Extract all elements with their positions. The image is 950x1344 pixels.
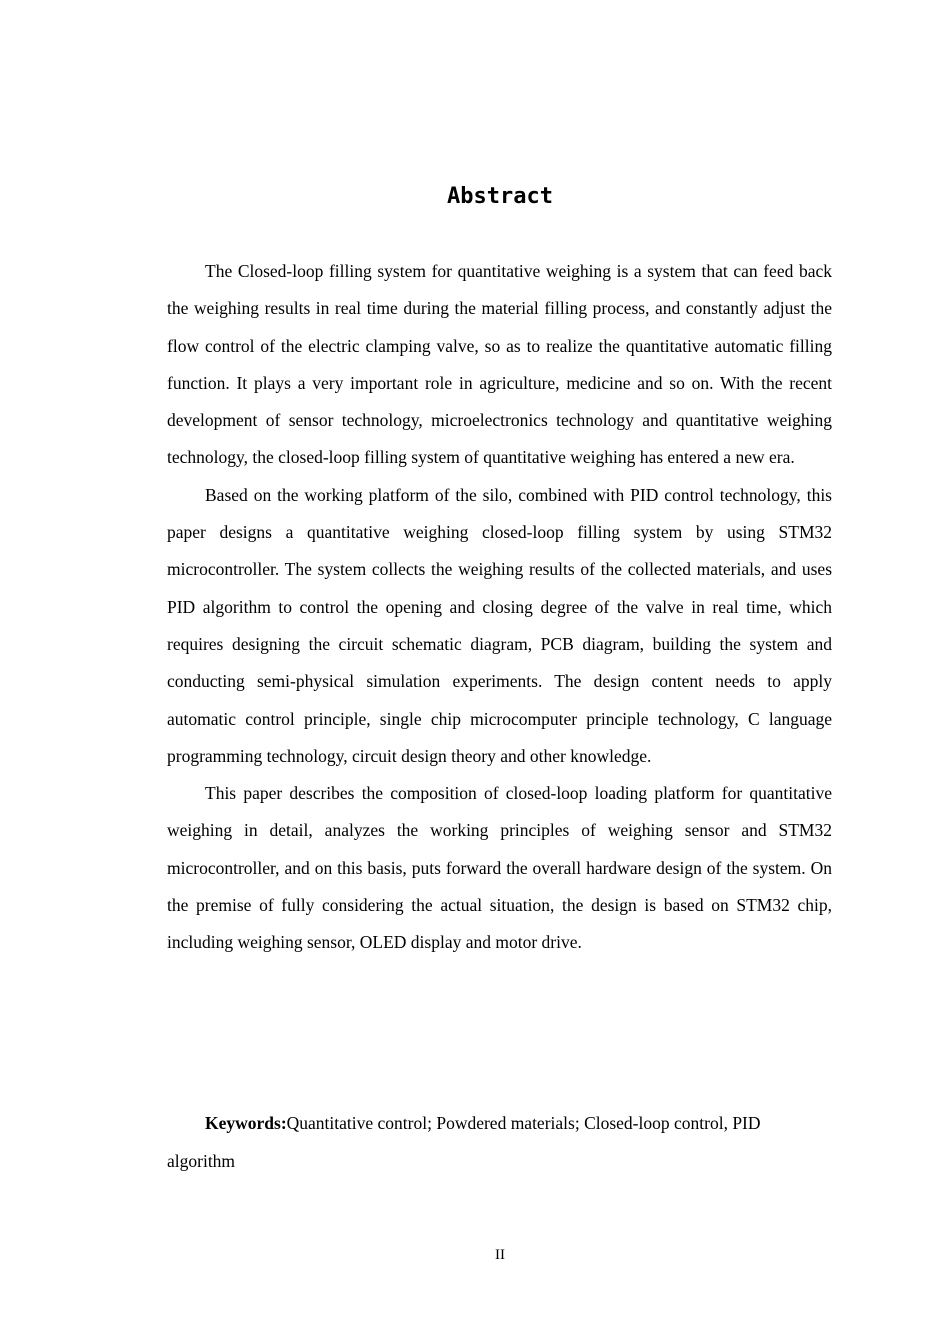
keywords-text: Quantitative control; Powdered materials; Closed-loop control, PID algorithm xyxy=(167,1113,761,1171)
keywords-line xyxy=(167,1105,832,1180)
abstract-paragraph-1: The Closed-loop filling system for quantitative weighing is a system that can feed back the weighing results in real time during the material filling process, and constantly adjust the flow control of the electric clamping valve, so as to realize the quantitative automatic filling function. It plays a very important role in agriculture, medicine and so on. With the recent development of sensor technology, microelectronics technology and quantitative weighing technology, the closed-loop filling system of quantitative weighing has entered a new era. xyxy=(167,261,832,468)
keywords-label: Keywords: xyxy=(205,1113,287,1133)
abstract-title: Abstract xyxy=(447,184,553,209)
abstract-paragraph-3: This paper describes the composition of closed-loop loading platform for quantitative weighing in detail, analyzes the working principles of weighing sensor and STM32 microcontroller, and on this basis, puts forward the overall hardware design of the system. On the premise of fully considering the actual situation, the design is based on STM32 chip, including weighing sensor, OLED display and motor drive. xyxy=(167,783,832,953)
abstract-body xyxy=(167,253,832,962)
page-number: II xyxy=(495,1247,505,1263)
abstract-paragraph-2: Based on the working platform of the silo, combined with PID control technology, this paper designs a quantitative weighing closed-loop filling system by using STM32 microcontroller. The system collects the weighing results of the collected materials, and uses PID algorithm to control the opening and closing degree of the valve in real time, which requires designing the circuit schematic diagram, PCB diagram, building the system and conducting semi-physical simulation experiments. The design content needs to apply automatic control principle, single chip microcomputer principle technology, C language programming technology, circuit design theory and other knowledge. xyxy=(167,484,832,766)
